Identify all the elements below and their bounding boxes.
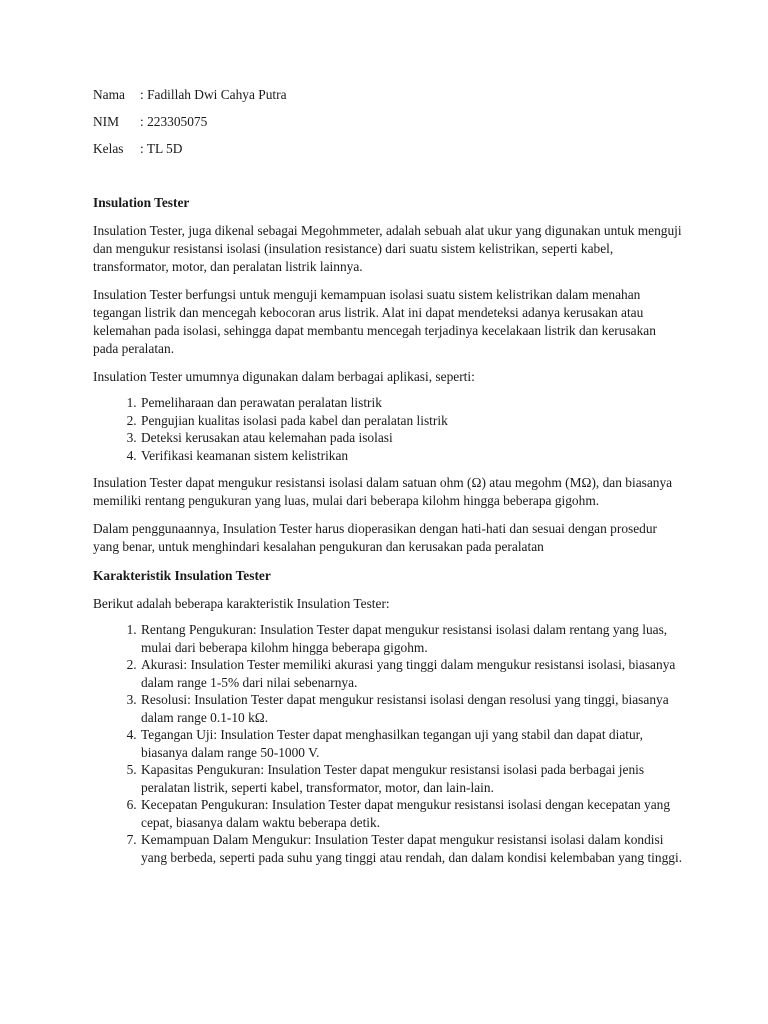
- identity-row-class: [93, 140, 287, 167]
- paragraph-units: Insulation Tester dapat mengukur resistansi isolasi dalam satuan ohm (Ω) atau megohm (MΩ), dan biasanya memiliki rentang pengukuran yang luas, mulai dari beberapa kilohm hingga beberapa gigohm.: [93, 475, 673, 508]
- applications-list: [93, 394, 683, 464]
- list-item: 1. Rentang Pengukuran: Insulation Tester dapat mengukur resistansi isolasi dalam rentang yang luas, mulai dari beberapa kilohm hingga beberapa gigohm.: [140, 621, 683, 656]
- identity-value-name: : Fadillah Dwi Cahya Putra: [140, 87, 287, 102]
- list-item: 1. Pemeliharaan dan perawatan peralatan listrik: [140, 394, 683, 412]
- list-item: 2. Akurasi: Insulation Tester memiliki akurasi yang tinggi dalam mengukur resistansi isolasi, biasanya dalam range 1-5% dari nilai sebenarnya.: [140, 656, 683, 691]
- section-heading-characteristics: Karakteristik Insulation Tester: [93, 568, 271, 583]
- list-item: 6. Kecepatan Pengukuran: Insulation Tester dapat mengukur resistansi isolasi dengan kecepatan yang cepat, biasanya dalam waktu beberapa detik.: [140, 796, 683, 831]
- list-item: 3. Resolusi: Insulation Tester dapat mengukur resistansi isolasi dengan resolusi yang tinggi, biasanya dalam range 0.1-10 kΩ.: [140, 691, 683, 726]
- list-item: 2. Pengujian kualitas isolasi pada kabel dan peralatan listrik: [140, 412, 683, 430]
- identity-table: [93, 86, 287, 167]
- section-heading-insulation-tester: Insulation Tester: [93, 195, 190, 210]
- list-item: 4. Tegangan Uji: Insulation Tester dapat menghasilkan tegangan uji yang stabil dan dapat diatur, biasanya dalam range 50-1000 V.: [140, 726, 683, 761]
- list-item: 7. Kemampuan Dalam Mengukur: Insulation Tester dapat mengukur resistansi isolasi dalam kondisi yang berbeda, seperti pada suhu yang tinggi atau rendah, dan dalam kondisi kelembaban yang tinggi.: [140, 831, 683, 866]
- characteristics-list: [93, 621, 683, 866]
- identity-row-nim: [93, 113, 287, 140]
- identity-label-class: Kelas: [93, 141, 124, 156]
- identity-row-name: [93, 86, 287, 113]
- identity-label-nim: NIM: [93, 114, 120, 129]
- document-page: [93, 86, 683, 866]
- paragraph-definition: Insulation Tester, juga dikenal sebagai Megohmmeter, adalah sebuah alat ukur yang digunakan untuk menguji dan mengukur resistansi isolasi (insulation resistance) dari suatu sistem kelistrikan, seperti kabel, transformator, motor, dan peralatan listrik lainnya.: [93, 223, 682, 274]
- identity-label-name: Nama: [93, 87, 125, 102]
- identity-value-nim: : 223305075: [140, 114, 208, 129]
- list-item: 3. Deteksi kerusakan atau kelemahan pada isolasi: [140, 429, 683, 447]
- paragraph-usage: Dalam penggunaannya, Insulation Tester harus dioperasikan dengan hati-hati dan sesuai dengan prosedur yang benar, untuk menghindari kesalahan pengukuran dan kerusakan pada peralatan: [93, 521, 658, 554]
- list-item: 5. Kapasitas Pengukuran: Insulation Tester dapat mengukur resistansi isolasi pada berbagai jenis peralatan listrik, seperti kabel, transformator, motor, dan lain-lain.: [140, 761, 683, 796]
- paragraph-applications-intro: Insulation Tester umumnya digunakan dalam berbagai aplikasi, seperti:: [93, 369, 475, 384]
- paragraph-characteristics-intro: Berikut adalah beberapa karakteristik Insulation Tester:: [93, 596, 390, 611]
- identity-value-class: : TL 5D: [140, 141, 183, 156]
- paragraph-function: Insulation Tester berfungsi untuk menguji kemampuan isolasi suatu sistem kelistrikan dalam menahan tegangan listrik dan mencegah kebocoran arus listrik. Alat ini dapat mendeteksi adanya kerusakan atau kelemahan pada isolasi, sehingga dapat membantu mencegah terjadinya kecelakaan listrik dan kerusakan pada peralatan.: [93, 287, 656, 356]
- list-item: 4. Verifikasi keamanan sistem kelistrikan: [140, 447, 683, 465]
